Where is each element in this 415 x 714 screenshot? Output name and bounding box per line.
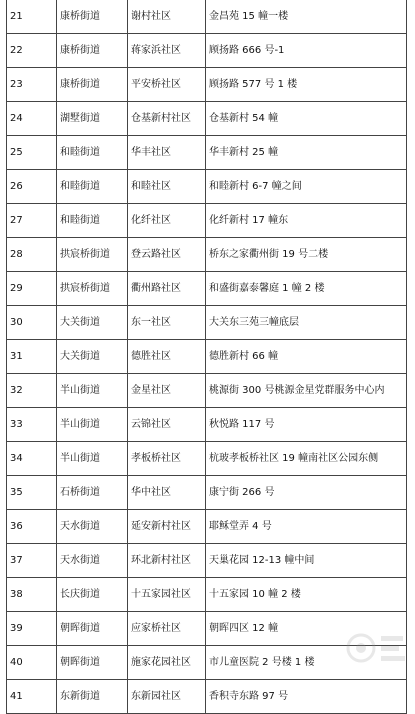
community-name-cell: 登云路社区 bbox=[128, 238, 206, 272]
community-name-cell: 孝板桥社区 bbox=[128, 442, 206, 476]
community-name-cell: 延安新村社区 bbox=[128, 510, 206, 544]
site-address-cell: 香积寺东路 97 号 bbox=[206, 680, 407, 714]
site-address-cell: 天巢花园 12-13 幢中间 bbox=[206, 544, 407, 578]
street-name-cell: 天水街道 bbox=[57, 544, 128, 578]
row-number-cell: 25 bbox=[7, 136, 57, 170]
site-address-cell: 桃源街 300 号桃源金星党群服务中心内 bbox=[206, 374, 407, 408]
table-row bbox=[7, 408, 407, 442]
community-name-cell: 云锦社区 bbox=[128, 408, 206, 442]
table-row bbox=[7, 476, 407, 510]
street-name-cell: 朝晖街道 bbox=[57, 646, 128, 680]
street-name-cell: 半山街道 bbox=[57, 374, 128, 408]
table-row bbox=[7, 340, 407, 374]
street-name-cell: 康桥街道 bbox=[57, 68, 128, 102]
community-name-cell: 德胜社区 bbox=[128, 340, 206, 374]
table-row bbox=[7, 136, 407, 170]
table-row bbox=[7, 374, 407, 408]
site-list-body bbox=[7, 0, 407, 714]
street-name-cell: 大关街道 bbox=[57, 340, 128, 374]
row-number-cell: 31 bbox=[7, 340, 57, 374]
table-row bbox=[7, 102, 407, 136]
site-address-cell: 杭玻孝板桥社区 19 幢南社区公园东侧 bbox=[206, 442, 407, 476]
table-row bbox=[7, 170, 407, 204]
site-address-cell: 顾扬路 577 号 1 楼 bbox=[206, 68, 407, 102]
site-address-cell: 顾扬路 666 号-1 bbox=[206, 34, 407, 68]
site-address-cell: 十五家园 10 幢 2 楼 bbox=[206, 578, 407, 612]
table-row bbox=[7, 510, 407, 544]
row-number-cell: 35 bbox=[7, 476, 57, 510]
street-name-cell: 和睦街道 bbox=[57, 136, 128, 170]
site-list-table bbox=[6, 0, 407, 714]
row-number-cell: 30 bbox=[7, 306, 57, 340]
table-row bbox=[7, 646, 407, 680]
table-row bbox=[7, 544, 407, 578]
community-name-cell: 仓基新村社区 bbox=[128, 102, 206, 136]
community-name-cell: 蒋家浜社区 bbox=[128, 34, 206, 68]
site-address-cell: 朝晖四区 12 幢 bbox=[206, 612, 407, 646]
street-name-cell: 和睦街道 bbox=[57, 170, 128, 204]
site-address-cell: 和盛街嘉泰馨庭 1 幢 2 楼 bbox=[206, 272, 407, 306]
site-address-cell: 秋悦路 117 号 bbox=[206, 408, 407, 442]
site-address-cell: 化纤新村 17 幢东 bbox=[206, 204, 407, 238]
row-number-cell: 23 bbox=[7, 68, 57, 102]
table-row bbox=[7, 306, 407, 340]
community-name-cell: 衢州路社区 bbox=[128, 272, 206, 306]
street-name-cell: 半山街道 bbox=[57, 442, 128, 476]
row-number-cell: 27 bbox=[7, 204, 57, 238]
community-name-cell: 华丰社区 bbox=[128, 136, 206, 170]
row-number-cell: 22 bbox=[7, 34, 57, 68]
row-number-cell: 41 bbox=[7, 680, 57, 714]
table-row bbox=[7, 612, 407, 646]
community-name-cell: 金星社区 bbox=[128, 374, 206, 408]
site-address-cell: 耶稣堂弄 4 号 bbox=[206, 510, 407, 544]
community-name-cell: 东一社区 bbox=[128, 306, 206, 340]
community-name-cell: 施家花园社区 bbox=[128, 646, 206, 680]
row-number-cell: 38 bbox=[7, 578, 57, 612]
community-name-cell: 化纤社区 bbox=[128, 204, 206, 238]
row-number-cell: 21 bbox=[7, 0, 57, 34]
site-address-cell: 市儿童医院 2 号楼 1 楼 bbox=[206, 646, 407, 680]
street-name-cell: 湖墅街道 bbox=[57, 102, 128, 136]
community-name-cell: 东新园社区 bbox=[128, 680, 206, 714]
row-number-cell: 40 bbox=[7, 646, 57, 680]
table-row bbox=[7, 272, 407, 306]
table-row bbox=[7, 34, 407, 68]
street-name-cell: 康桥街道 bbox=[57, 0, 128, 34]
table-row bbox=[7, 680, 407, 714]
row-number-cell: 36 bbox=[7, 510, 57, 544]
row-number-cell: 34 bbox=[7, 442, 57, 476]
table-row bbox=[7, 204, 407, 238]
table-row bbox=[7, 238, 407, 272]
row-number-cell: 32 bbox=[7, 374, 57, 408]
community-name-cell: 环北新村社区 bbox=[128, 544, 206, 578]
site-address-cell: 桥东之家衢州街 19 号二楼 bbox=[206, 238, 407, 272]
site-address-cell: 仓基新村 54 幢 bbox=[206, 102, 407, 136]
street-name-cell: 拱宸桥街道 bbox=[57, 238, 128, 272]
table-row bbox=[7, 442, 407, 476]
community-name-cell: 谢村社区 bbox=[128, 0, 206, 34]
community-name-cell: 十五家园社区 bbox=[128, 578, 206, 612]
row-number-cell: 39 bbox=[7, 612, 57, 646]
site-address-cell: 金昌苑 15 幢一楼 bbox=[206, 0, 407, 34]
street-name-cell: 半山街道 bbox=[57, 408, 128, 442]
row-number-cell: 26 bbox=[7, 170, 57, 204]
street-name-cell: 天水街道 bbox=[57, 510, 128, 544]
street-name-cell: 石桥街道 bbox=[57, 476, 128, 510]
street-name-cell: 大关街道 bbox=[57, 306, 128, 340]
street-name-cell: 和睦街道 bbox=[57, 204, 128, 238]
site-address-cell: 华丰新村 25 幢 bbox=[206, 136, 407, 170]
street-name-cell: 拱宸桥街道 bbox=[57, 272, 128, 306]
table-row bbox=[7, 0, 407, 34]
site-address-cell: 德胜新村 66 幢 bbox=[206, 340, 407, 374]
site-address-cell: 和睦新村 6-7 幢之间 bbox=[206, 170, 407, 204]
community-name-cell: 和睦社区 bbox=[128, 170, 206, 204]
street-name-cell: 康桥街道 bbox=[57, 34, 128, 68]
site-address-cell: 康宁街 266 号 bbox=[206, 476, 407, 510]
row-number-cell: 28 bbox=[7, 238, 57, 272]
table-row bbox=[7, 578, 407, 612]
row-number-cell: 33 bbox=[7, 408, 57, 442]
row-number-cell: 24 bbox=[7, 102, 57, 136]
street-name-cell: 朝晖街道 bbox=[57, 612, 128, 646]
street-name-cell: 东新街道 bbox=[57, 680, 128, 714]
row-number-cell: 37 bbox=[7, 544, 57, 578]
row-number-cell: 29 bbox=[7, 272, 57, 306]
site-address-cell: 大关东三苑三幢底层 bbox=[206, 306, 407, 340]
table-row bbox=[7, 68, 407, 102]
street-name-cell: 长庆街道 bbox=[57, 578, 128, 612]
community-name-cell: 华中社区 bbox=[128, 476, 206, 510]
community-name-cell: 应家桥社区 bbox=[128, 612, 206, 646]
community-name-cell: 平安桥社区 bbox=[128, 68, 206, 102]
